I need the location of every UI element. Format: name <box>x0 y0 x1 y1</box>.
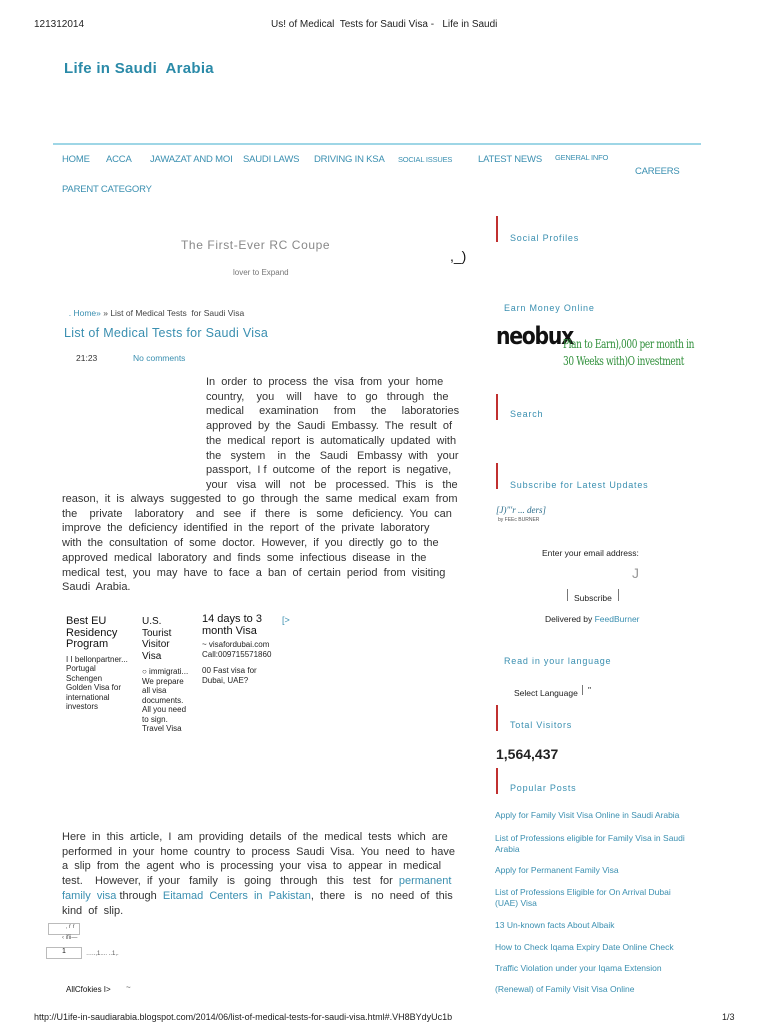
popular-post-link[interactable]: Apply for Permanent Family Visa <box>495 865 619 875</box>
post-title[interactable]: List of Medical Tests for Saudi Visa <box>64 326 269 340</box>
select-language-divider <box>582 685 583 695</box>
text-line: improve the deficiency identified in the report of the private laboratory <box>62 522 430 535</box>
ad-arrow-icon[interactable]: [> <box>282 615 290 625</box>
ad-unit-eu-residency[interactable] <box>66 616 146 712</box>
share-widget-box[interactable] <box>48 923 80 935</box>
text-line <box>62 874 474 889</box>
nav-parent-category[interactable]: PARENT CATEGORY <box>62 184 152 195</box>
sidebar-visitors-heading: Total Visitors <box>510 720 573 730</box>
all-cookies-link[interactable]: AllCfokies I> <box>66 985 111 994</box>
select-language-dropdown[interactable]: Select Language <box>514 688 578 698</box>
breadcrumb-home[interactable]: . Home» <box>68 308 101 318</box>
text-line: performed in your home country to process Saudi Visa. You need to have <box>62 845 455 858</box>
text-line: with the consultation of some doctor. However, if you directly go to the <box>62 537 439 550</box>
permanent-link[interactable]: permanent <box>398 875 452 888</box>
feedburner-link[interactable]: FeedBurner <box>594 614 640 624</box>
breadcrumb-separator: » <box>100 308 111 318</box>
ad-body-line: investors <box>66 702 99 711</box>
popular-post-link[interactable]: Traffic Violation under your Iqama Extension <box>495 963 662 973</box>
ad-heading-line[interactable]: month Visa <box>202 624 257 637</box>
ad-source[interactable]: ○ immigrati... <box>142 667 189 676</box>
share-widget-sub: ‹ ifii— <box>62 935 78 941</box>
post-time: 21:23 <box>76 353 98 363</box>
subscribe-button[interactable]: Subscribe <box>574 593 612 603</box>
nav-careers[interactable]: CAREERS <box>635 166 680 177</box>
nav-social-issues[interactable]: SOCIAL ISSUES <box>398 155 453 164</box>
feedreader-logo[interactable]: [J)"'r ... ders] <box>496 505 546 515</box>
sidebar-language-heading: Read in your language <box>504 656 612 666</box>
family-visa-link[interactable]: family visa <box>62 889 117 902</box>
feedburner-small: by FEEc BURNER <box>498 517 540 523</box>
ad-heading-line[interactable]: Program <box>66 638 109 650</box>
text-line: passport, I f outcome of the report is negative, <box>206 464 452 477</box>
ad-heading-line[interactable]: U.S. <box>142 616 162 627</box>
text-line: the system in the Saudi Embassy with your <box>206 449 459 462</box>
print-url: http://U1ife-in-saudiarabia.blogspot.com/2014/06/list-of-medical-tests-for-saudi-visa.html#.VH8BYdyUc1b <box>34 1012 453 1022</box>
nav-acca[interactable]: ACCA <box>106 154 132 165</box>
popular-post-link[interactable]: List of Professions eligible for Family Visa in Saudi Arabia <box>495 833 685 854</box>
ad-banner-glyph: ,_) <box>450 248 467 264</box>
breadcrumb <box>64 298 244 318</box>
ad-banner-subtitle[interactable]: lover to Expand <box>233 268 289 277</box>
text-line: the private laboratory and see if there is some deficiency. You can <box>62 507 452 520</box>
neobux-tagline[interactable] <box>563 336 694 370</box>
ad-phone[interactable]: Call:009715571860 <box>202 650 272 659</box>
nav-home[interactable]: HOME <box>62 154 90 165</box>
sidebar-earn-money-heading: Earn Money Online <box>504 303 595 313</box>
sidebar-marker <box>496 705 498 731</box>
text-line: Here in this article, I am providing details of the medical tests which are <box>62 831 448 843</box>
text-line: medical test, you may have to face a ban of certain period from visiting <box>62 566 446 579</box>
popular-post-link[interactable]: How to Check Iqama Expiry Date Online Check <box>495 942 674 952</box>
ad-heading-line[interactable]: Visitor <box>142 639 170 650</box>
text-line: medical examination from the laboratories <box>206 405 460 418</box>
post-paragraph-2 <box>62 830 474 918</box>
nav-driving[interactable]: DRIVING IN KSA <box>314 154 385 165</box>
nav-latest-news[interactable]: LATEST NEWS <box>478 154 542 165</box>
subscribe-button-edge-left <box>567 589 568 601</box>
text-line: reason, it is always suggested to go through the same medical exam from <box>62 493 458 505</box>
share-widget-label: ‚ r r <box>66 924 75 930</box>
sidebar-marker <box>496 463 498 489</box>
ad-body-line: Travel Visa <box>142 724 182 733</box>
print-date: 121312014 <box>34 19 85 30</box>
text-fragment: , there is no need of this <box>310 889 453 902</box>
print-page-title: Us! of Medical Tests for Saudi Visa - Life in Saudi <box>271 19 498 30</box>
ad-body-line: to sign. <box>142 714 168 724</box>
post-paragraph-1-full <box>62 492 474 595</box>
neobux-logo[interactable]: neobux <box>496 322 574 350</box>
select-language-arrow[interactable]: " <box>588 685 592 695</box>
sidebar-marker <box>496 216 498 242</box>
ad-body-line: Dubai, UAE? <box>202 676 249 685</box>
ad-body-line: Golden Visa for <box>66 683 121 692</box>
delivered-by-label: Delivered by <box>545 614 595 624</box>
sidebar-marker <box>496 394 498 420</box>
sidebar-marker <box>496 768 498 794</box>
text-line: kind of slip. <box>62 904 124 917</box>
text-line: approved by the Saudi Embassy. The result of <box>206 420 453 433</box>
visitor-counter: 1,564,437 <box>496 746 559 762</box>
ad-source[interactable]: I I bellonpartner... <box>66 654 128 664</box>
text-line <box>62 889 474 904</box>
email-input-glyph[interactable]: J <box>632 565 639 581</box>
eitamad-centers-link[interactable]: Eitamad Centers in Pakistan <box>162 889 311 902</box>
print-page-number: 1/3 <box>722 1012 735 1022</box>
post-comments-link[interactable]: No comments <box>133 353 186 363</box>
text-line: your visa will not be processed. This is the <box>206 478 458 491</box>
ad-body-line: international <box>66 692 110 702</box>
text-fragment: test. However, if your family is going through this test for <box>62 875 399 888</box>
nav-general-info[interactable]: GENERAL INFO <box>555 153 609 162</box>
sidebar-subscribe-heading: Subscribe for Latest Updates <box>510 480 649 490</box>
ad-heading-line[interactable]: Tourist <box>142 627 172 639</box>
popular-post-link[interactable]: List of Professions Eligible for On Arrival Dubai (UAE) Visa <box>495 887 671 908</box>
text-line: Saudi Arabia. <box>62 581 131 594</box>
all-cookies-arrow: ~ <box>126 983 131 992</box>
text-line: country, you will have to go through the <box>206 390 449 403</box>
ad-heading-line[interactable]: 14 days to 3 <box>202 613 262 625</box>
ad-body-line: 00 Fast visa for <box>202 666 257 675</box>
sidebar-social-profiles-heading: Social Profiles <box>510 233 580 243</box>
ad-source[interactable]: ~ visafordubai.com <box>202 640 270 649</box>
ad-body-line: All you need <box>142 705 187 714</box>
subscribe-button-edge-right <box>618 589 619 601</box>
ad-heading-line[interactable]: Best EU <box>66 615 107 627</box>
ad-body-line: documents. <box>142 695 184 705</box>
share-widget-text: …..,1.... ..1,. <box>86 951 119 957</box>
text-line: approved medical laboratory and finds some infectious disease in the <box>62 551 427 564</box>
ad-unit-us-visa[interactable] <box>142 616 202 734</box>
ad-body-line: Portugal <box>66 664 96 673</box>
ad-body-line: We prepare <box>142 676 184 686</box>
text-line: a slip from the agent who is processing your visa to appear in medical <box>62 860 442 873</box>
share-widget-count: 1 <box>62 948 66 955</box>
text-fragment: through <box>116 889 163 902</box>
ad-body-line: Schengen <box>66 673 103 683</box>
nav-jawazat[interactable]: JAWAZAT AND MOI <box>150 154 233 165</box>
sidebar-search-heading: Search <box>510 409 544 419</box>
neobux-tagline-line: Plan to Earn),000 per month in <box>563 337 695 351</box>
delivered-by <box>545 614 640 624</box>
post-paragraph-1-narrow <box>206 375 474 493</box>
ad-banner-title[interactable]: The First-Ever RC Coupe <box>181 238 331 252</box>
breadcrumb-current: List of Medical Tests for Saudi Visa <box>110 308 245 318</box>
ad-heading-line[interactable]: Residency <box>66 626 118 639</box>
text-line: the medical report is automatically updated with <box>206 434 457 447</box>
text-line: In order to process the visa from your home <box>206 376 444 388</box>
email-label: Enter your email address: <box>542 548 639 558</box>
ad-heading-line[interactable]: Visa <box>142 650 162 662</box>
popular-post-link[interactable]: 13 Un-known facts About Albaik <box>495 920 615 930</box>
blog-title[interactable]: Life in Saudi Arabia <box>64 60 214 77</box>
ad-body-line: all visa <box>142 686 167 695</box>
popular-post-link[interactable]: Apply for Family Visit Visa Online in Saudi Arabia <box>495 810 680 820</box>
sidebar-popular-heading: Popular Posts <box>510 783 577 793</box>
nav-saudi-laws[interactable]: SAUDI LAWS <box>243 154 300 165</box>
neobux-tagline-line: 30 Weeks with)O investment <box>563 354 685 368</box>
popular-post-link[interactable]: (Renewal) of Family Visit Visa Online <box>495 984 635 994</box>
nav-divider <box>53 143 701 145</box>
